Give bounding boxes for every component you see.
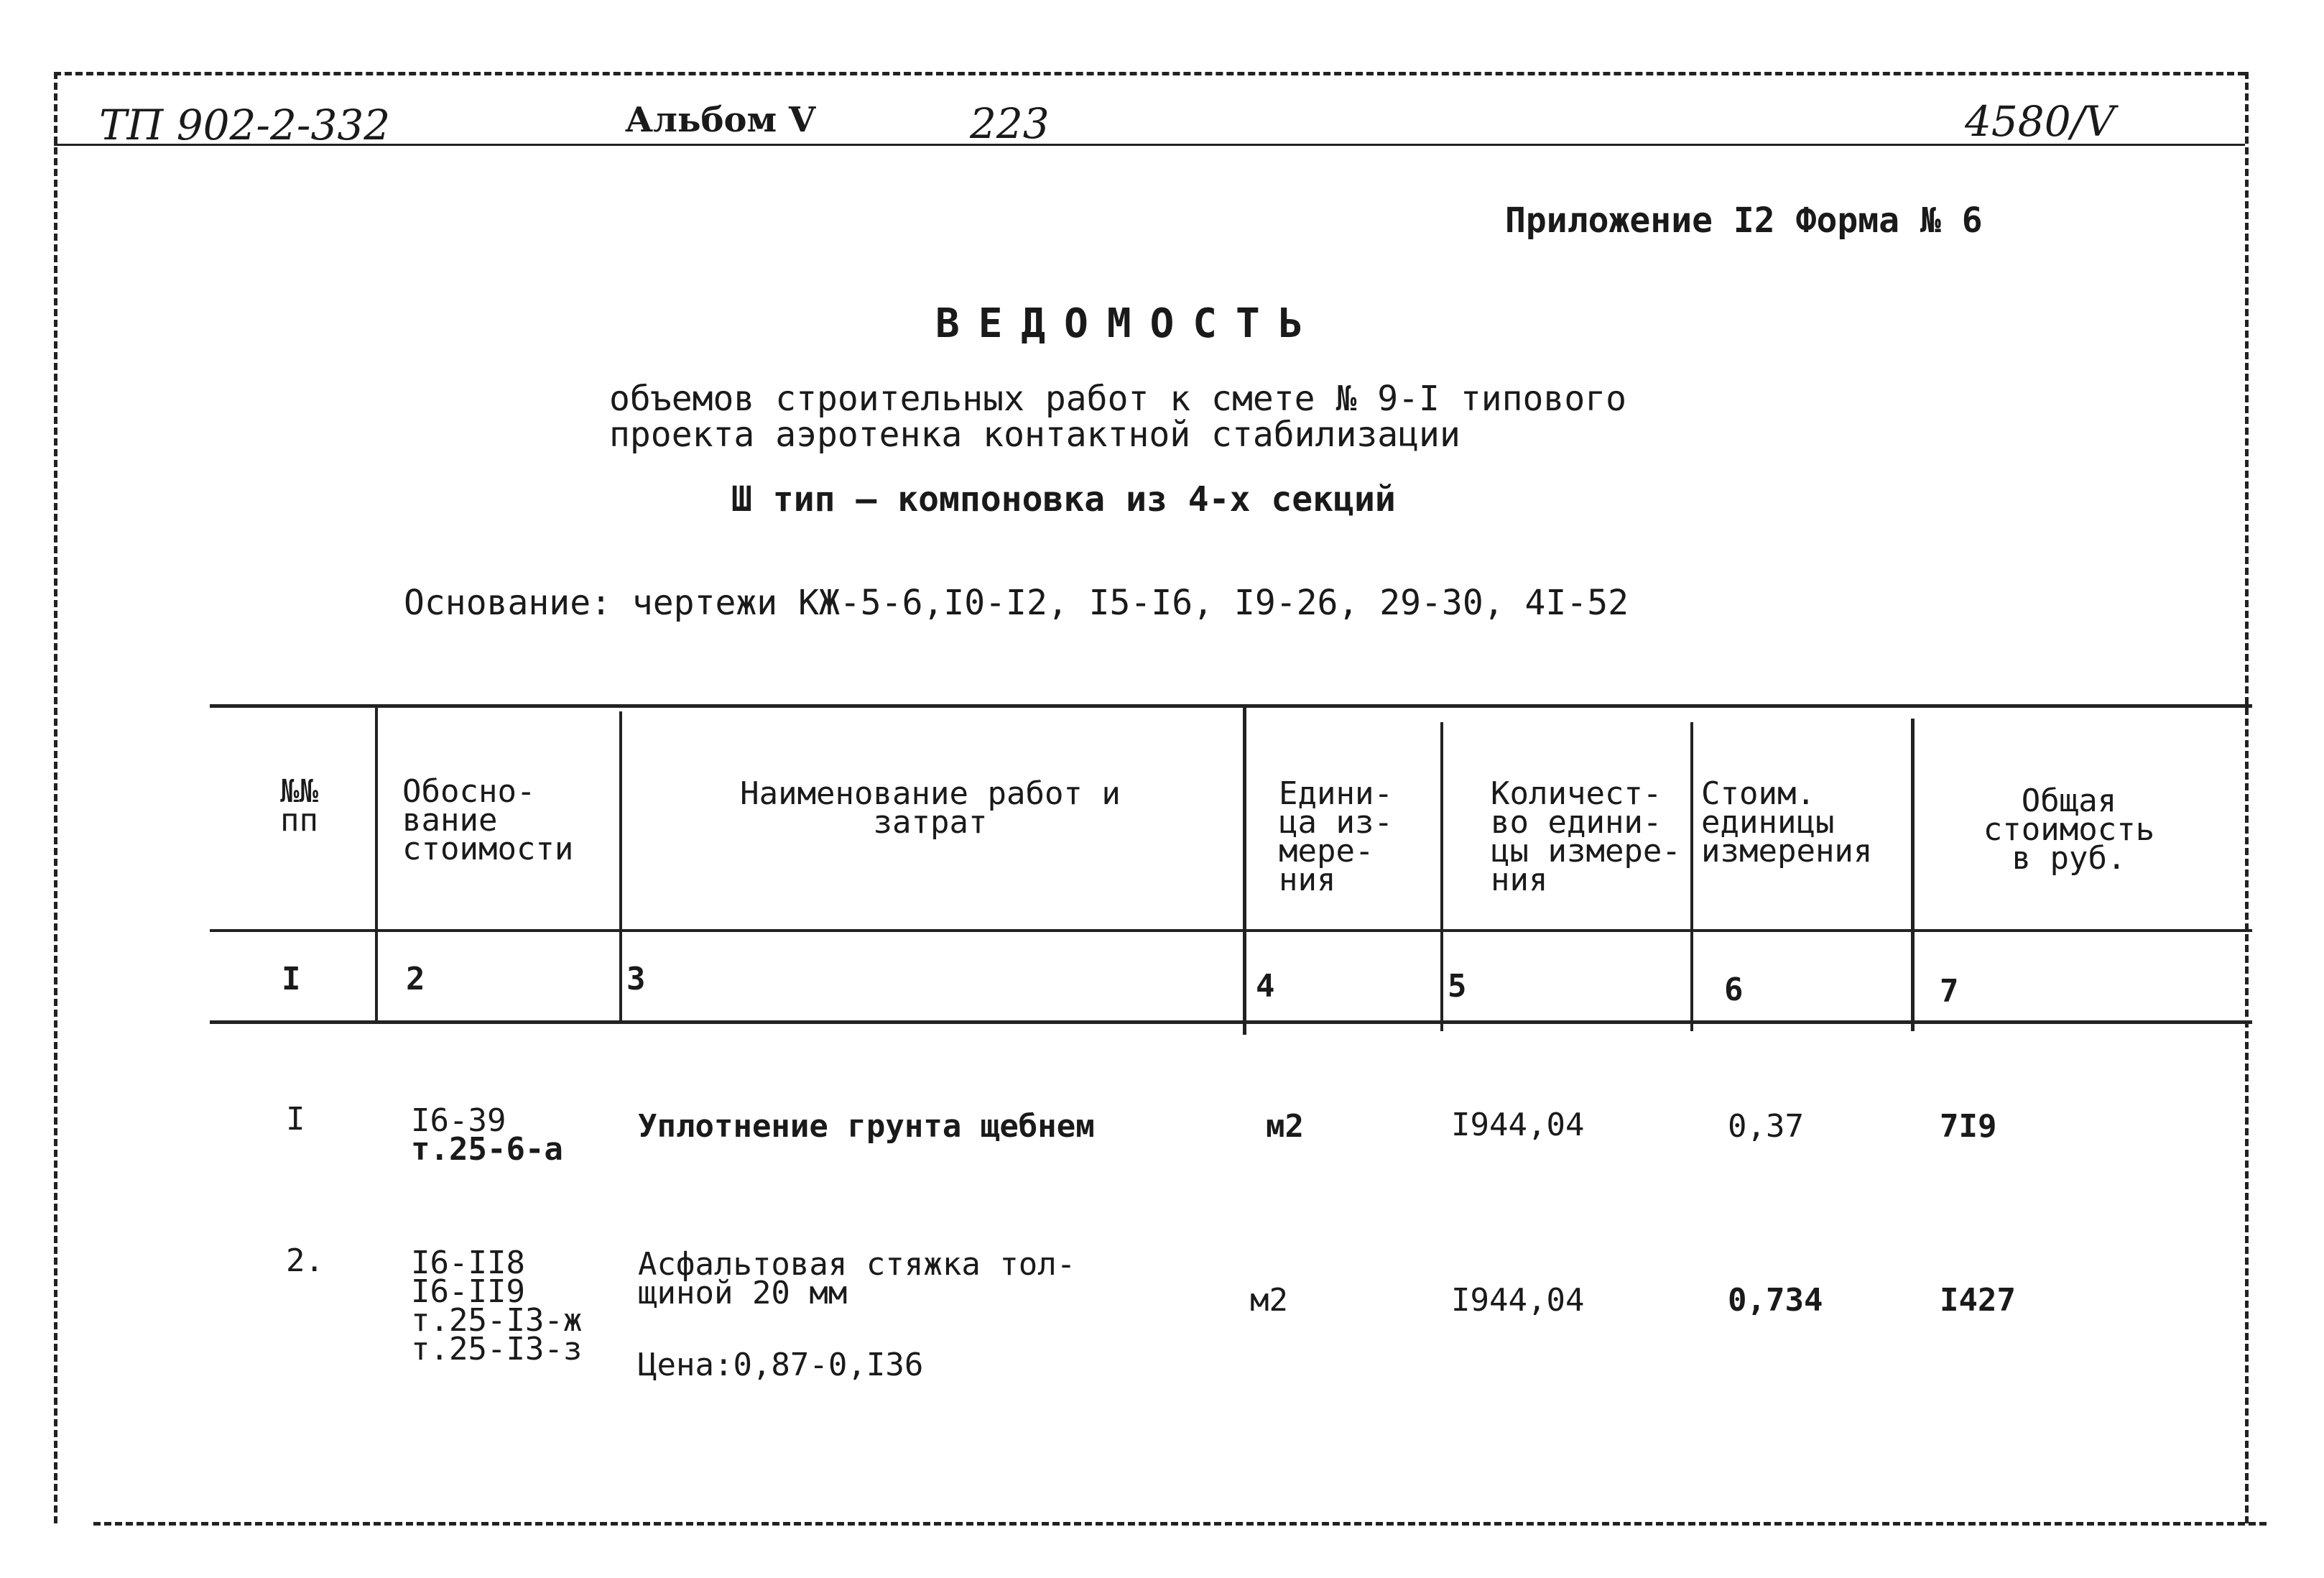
table-sep-6 xyxy=(1911,719,1915,1031)
project-code: ТП 902-2-332 xyxy=(99,101,391,149)
colnum-1: I xyxy=(282,961,301,997)
frame-bottom xyxy=(93,1522,2267,1526)
colnum-5: 5 xyxy=(1448,968,1467,1005)
header-quantity: Количест- во едини- цы измере- ния xyxy=(1491,775,1681,898)
header-unit-cost: Стоим. единицы измерения xyxy=(1701,775,1873,869)
appendix-label: Приложение I2 Форма № 6 xyxy=(1505,200,1983,241)
header-unit: Едини- ца из- мере- ния xyxy=(1279,775,1393,898)
table-top-rule xyxy=(210,704,2252,708)
frame-top xyxy=(54,72,2245,75)
frame-right xyxy=(2245,72,2249,1523)
row-basis: I6-II8 I6-II9 т.25-I3-ж т.25-I3-з xyxy=(411,1245,583,1367)
row-quantity: I944,04 xyxy=(1451,1107,1585,1143)
header-num: №№ пп xyxy=(280,773,318,839)
colnum-3: 3 xyxy=(626,961,646,997)
header-basis: Обосно- вание стоимости xyxy=(402,773,574,867)
row-unit-cost: 0,734 xyxy=(1728,1282,1823,1319)
table-sep-5 xyxy=(1690,722,1693,1031)
table-sep-4 xyxy=(1440,722,1443,1031)
header-total: Общая стоимость в руб. xyxy=(1983,783,2155,877)
sheet-code: 4580/V xyxy=(1965,97,2116,146)
document-title: ВЕДОМОСТЬ xyxy=(935,300,1322,347)
row-unit: м2 xyxy=(1250,1282,1288,1319)
colnum-6: 6 xyxy=(1724,972,1744,1008)
row-total: I427 xyxy=(1940,1282,2016,1319)
table-sep-2 xyxy=(619,711,622,1020)
page-number: 223 xyxy=(970,99,1050,148)
row-basis: I6-39 т.25-6-а xyxy=(411,1102,563,1168)
colnum-4: 4 xyxy=(1256,968,1275,1005)
table-header-rule xyxy=(210,929,2252,932)
row-work-name: Уплотнение грунта щебнем xyxy=(638,1108,1095,1145)
basis-line: Основание: чертежи КЖ-5-6,I0-I2, I5-I6, I9-26, 29-30, 4I-52 xyxy=(404,583,1629,623)
row-unit-cost: 0,37 xyxy=(1728,1108,1804,1145)
album-label: Альбом V xyxy=(625,100,816,140)
row-quantity: I944,04 xyxy=(1451,1282,1585,1319)
subtitle-line-2: проекта аэротенка контактной стабилизации xyxy=(609,415,1460,455)
row-number: 2. xyxy=(286,1242,324,1279)
colnum-7: 7 xyxy=(1940,973,1959,1010)
type-line: Ш тип — компоновка из 4-х секций xyxy=(731,479,1396,520)
frame-left xyxy=(54,72,57,1523)
header-work-name: Наименование работ и затрат xyxy=(740,775,1121,841)
colnum-2: 2 xyxy=(406,961,425,997)
row-unit: м2 xyxy=(1266,1108,1304,1145)
row-work-name: Асфальтовая стяжка тол- щиной 20 мм xyxy=(638,1246,1076,1311)
subtitle-line-1: объемов строительных работ к смете № 9-I типового xyxy=(609,379,1627,419)
table-colnum-rule xyxy=(210,1020,2252,1024)
row-total: 7I9 xyxy=(1940,1108,1997,1145)
table-sep-1 xyxy=(375,704,378,1020)
table-sep-3 xyxy=(1243,704,1246,1035)
row-number: I xyxy=(286,1101,305,1138)
row-price-note: Цена:0,87-0,I36 xyxy=(638,1347,924,1383)
